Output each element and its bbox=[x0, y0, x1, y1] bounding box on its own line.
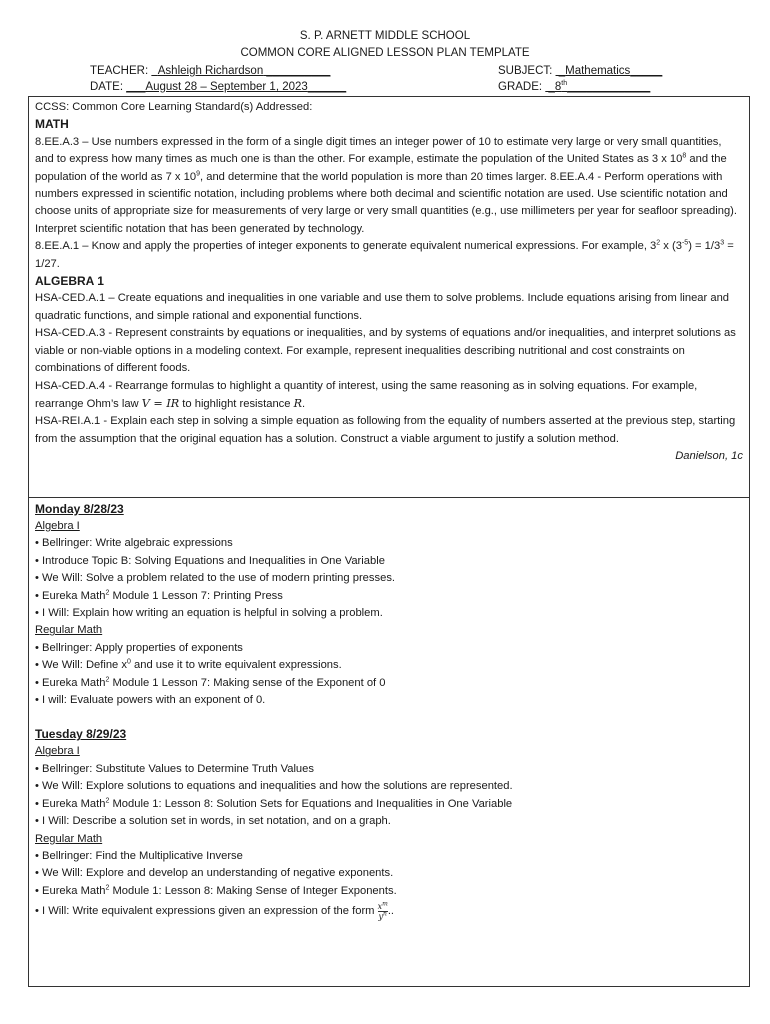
date-line bbox=[90, 81, 346, 93]
tuesday-heading: Tuesday 8/29/23 bbox=[35, 727, 127, 742]
tuesday-algebra-label: Algebra I bbox=[35, 745, 80, 758]
fraction-expression: $\frac{x^m}{y^n}$ bbox=[377, 900, 388, 921]
date-value: ___August 28 – September 1, 2023______ bbox=[126, 81, 347, 93]
date-label: DATE: bbox=[90, 81, 124, 93]
tuesday-regular-label: Regular Math bbox=[35, 832, 103, 845]
list-item: • Bellringer: Apply properties of exponents bbox=[35, 641, 243, 654]
template-title: COMMON CORE ALIGNED LESSON PLAN TEMPLATE bbox=[240, 47, 530, 59]
list-item: • Bellringer: Write algebraic expressions bbox=[35, 537, 233, 550]
list-item: • We Will: Solve a problem related to the use of modern printing presses. bbox=[35, 572, 396, 585]
subject-line bbox=[498, 65, 662, 77]
list-item: • We Will: Explore solutions to equations and inequalities and how the solutions are represented. bbox=[35, 780, 513, 793]
list-item: • I Will: Describe a solution set in words, in set notation, and on a graph. bbox=[35, 815, 391, 828]
monday-algebra-label: Algebra I bbox=[35, 520, 80, 532]
list-item: • I Will: Explain how writing an equation is helpful in solving a problem. bbox=[35, 607, 383, 620]
standard-ced-a1: HSA-CED.A.1 – Create equations and inequalities in one variable and use them to solve problems. Include equations arising from linear and quadratic functions, and simple rational and exponential functions. bbox=[35, 292, 730, 322]
grade-label: GRADE: bbox=[498, 81, 543, 93]
standards-intro: CCSS: Common Core Learning Standard(s) Addressed: bbox=[35, 101, 313, 113]
math-heading: MATH bbox=[35, 117, 69, 132]
standard-rei-a1: HSA-REI.A.1 - Explain each step in solving a simple equation as following from the equality of numbers asserted at the previous step, starting from the assumption that the original equation has a solution. Construct a viable argument to justify a solution method. bbox=[35, 415, 736, 445]
teacher-line bbox=[90, 65, 330, 77]
algebra-heading: ALGEBRA 1 bbox=[35, 274, 104, 289]
standard-8ee-a1: 8.EE.A.1 – Know and apply the properties of integer exponents to generate equivalent numerical expressions. For example, $3^2$ x $(3^{-5}) = 1/3^3 = 1/27$. bbox=[35, 239, 734, 270]
list-item: • I Will: Write equivalent expressions given an expression of the form $\frac{x^m}{y^n}$ .. bbox=[35, 900, 395, 921]
list-item: • Bellringer: Substitute Values to Determine Truth Values bbox=[35, 762, 314, 775]
school-name: S. P. ARNETT MIDDLE SCHOOL bbox=[299, 30, 471, 42]
subject-value: _Mathematics_____ bbox=[555, 65, 663, 77]
list-item: • Eureka Math$^2$ Module 1: Lesson 8: Solution Sets for Equations and Inequalities in One Variable bbox=[35, 796, 513, 810]
list-item: • Eureka Math$^2$ Module 1 Lesson 7: Printing Press bbox=[35, 588, 283, 602]
list-item: • Eureka Math$^2$ Module 1 Lesson 7: Making sense of the Exponent of 0 bbox=[35, 675, 386, 689]
list-item: • Introduce Topic B: Solving Equations and Inequalities in One Variable bbox=[35, 554, 385, 567]
teacher-name: Ashleigh Richardson __________ bbox=[157, 65, 331, 77]
standard-ced-a3: HSA-CED.A.3 - Represent constraints by equations or inequalities, and by systems of equations and/or inequalities, and interpret solutions as viable or non-viable options in a modeling context. For example, represent inequalities describing nutritional and cost constraints on combinations of different foods. bbox=[35, 327, 736, 375]
grade-line bbox=[498, 81, 650, 93]
standard-8ee-a3: 8.EE.A.3 – Use numbers expressed in the form of a single digit times an integer power of 10 to estimate very large or very small quantities, and to express how many times as much one is than the other. For example, estimate the population of the United States as 3 x $10^8$ and the population of the world as 7 x $10^9$, and determine that the world population is more than 20 times larger. 8.EE.A.4 - Perform operations with numbers expressed in scientific notation, including problems where both decimal and scientific notation are used. Use scientific notation and choose units of appropriate size for measurements of very large or very small quantities (e.g., use millimeters per year for seafloor spreading). Interpret scientific notation that has been generated by technology. bbox=[35, 135, 738, 235]
danielson-note: Danielson, 1c bbox=[675, 450, 743, 463]
list-item: • We Will: Define $x^0$ and use it to write equivalent expressions. bbox=[35, 658, 342, 672]
monday-regular-label: Regular Math bbox=[35, 624, 103, 637]
list-item: • I will: Evaluate powers with an exponent of 0. bbox=[35, 694, 266, 707]
daily-plan-section bbox=[28, 497, 750, 987]
list-item: • Bellringer: Find the Multiplicative Inverse bbox=[35, 849, 243, 862]
list-item: • Eureka Math$^2$ Module 1: Lesson 8: Making Sense of Integer Exponents. bbox=[35, 883, 397, 897]
list-item: • We Will: Explore and develop an understanding of negative exponents. bbox=[35, 867, 394, 880]
standard-ced-a4: HSA-CED.A.4 - Rearrange formulas to highlight a quantity of interest, using the same reasoning as in solving equations. For example, rearrange Ohm’s law V = IR to highlight resistance R. bbox=[35, 379, 698, 410]
grade-value: _8th_____________ bbox=[545, 80, 651, 93]
monday-heading: Monday 8/28/23 bbox=[35, 502, 124, 516]
teacher-label: TEACHER: bbox=[90, 65, 149, 77]
subject-label: SUBJECT: bbox=[498, 65, 553, 77]
standards-section bbox=[28, 96, 750, 498]
